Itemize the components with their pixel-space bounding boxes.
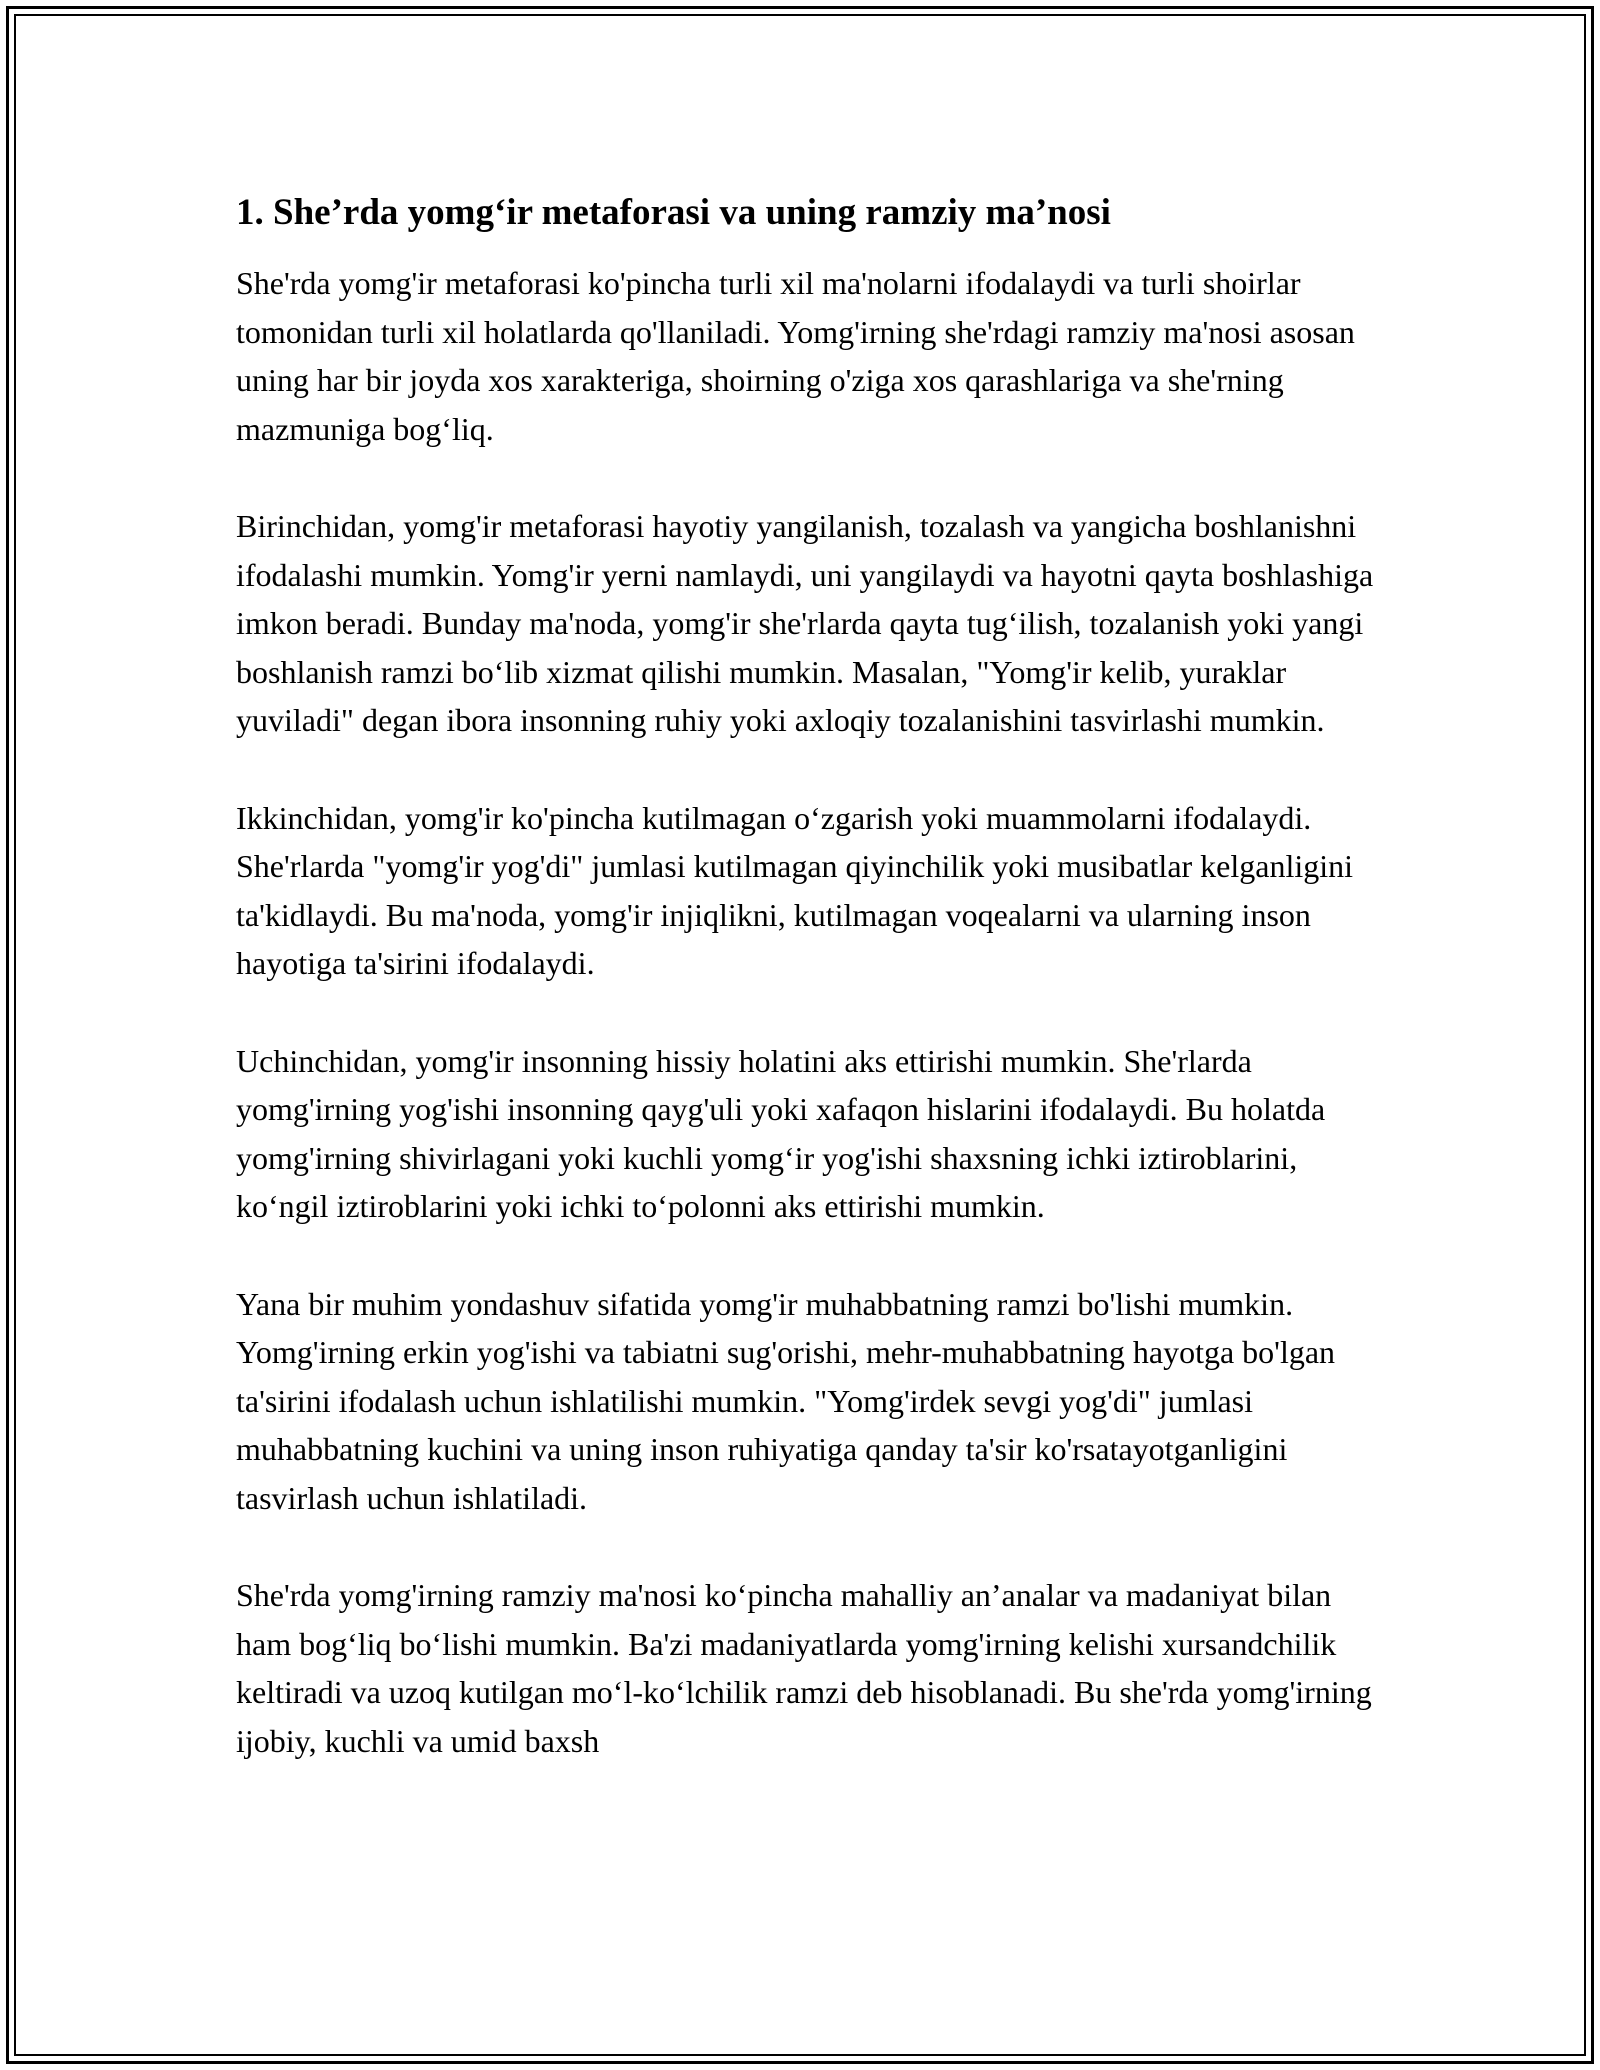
paragraph-second-point: Ikkinchidan, yomg'ir ko'pincha kutilmagan o‘zgarish yoki muammolarni ifodalaydi. She'rlarda "yomg'ir yog'di" jumlasi kutilmagan qiyinchilik yoki musibatlar kelganligini ta'kidlaydi. Bu ma'noda, yomg'ir injiqlikni, kutilmagan voqealarni va ularning inson hayotiga ta'sirini ifodalaydi. bbox=[236, 799, 1354, 981]
section-heading: 1. She’rda yomg‘ir metaforasi va uning ramziy ma’nosi bbox=[236, 192, 1111, 233]
paragraph-first-point: Birinchidan, yomg'ir metaforasi hayotiy yangilanish, tozalash va yangicha boshlanishni ifodalashi mumkin. Yomg'ir yerni namlaydi, uni yangilaydi va hayotni qayta boshlashiga imkon beradi. Bunday ma'noda, yomg'ir she'rlarda qayta tug‘ilish, tozalanish yoki yangi boshlanish ramzi bo‘lib xizmat qilishi mumkin. Masalan, "Yomg'ir kelib, yuraklar yuviladi" degan ibora insonning ruhiy yoki axloqiy tozalanishini tasvirlashi mumkin. bbox=[236, 508, 1374, 738]
document-page bbox=[236, 185, 1376, 1765]
paragraph-intro: She'rda yomg'ir metaforasi ko'pincha turli xil ma'nolarni ifodalaydi va turli shoirlar tomonidan turli xil holatlarda qo'llaniladi. Yomg'irning she'rdagi ramziy ma'nosi asosan uning har bir joyda xos xarakteriga, shoirning o'ziga xos qarashlariga va she'rning mazmuniga bog‘liq. bbox=[236, 265, 1355, 447]
paragraph-third-point: Uchinchidan, yomg'ir insonning hissiy holatini aks ettirishi mumkin. She'rlarda yomg'irning yog'ishi insonning qayg'uli yoki xafaqon hislarini ifodalaydi. Bu holatda yomg'irning shivirlagani yoki kuchli yomg‘ir yog'ishi shaxsning ichki iztiroblarini, ko‘ngil iztiroblarini yoki ichki to‘polonni aks ettirishi mumkin. bbox=[236, 1042, 1326, 1224]
paragraph-love-symbol: Yana bir muhim yondashuv sifatida yomg'ir muhabbatning ramzi bo'lishi mumkin. Yomg'irning erkin yog'ishi va tabiatni sug'orishi, mehr-muhabbatning hayotga bo'lgan ta'sirini ifodalash uchun ishlatilishi mumkin. "Yomg'irdek sevgi yog'di" jumlasi muhabbatning kuchini va uning inson ruhiyatiga qanday ta'sir ko'rsatayotganligini tasvirlash uchun ishlatiladi. bbox=[236, 1285, 1336, 1516]
paragraph-cultural-meaning: She'rda yomg'irning ramziy ma'nosi ko‘pincha mahalliy an’analar va madaniyat bilan ham bog‘liq bo‘lishi mumkin. Ba'zi madaniyatlarda yomg'irning kelishi xursandchilik keltiradi va uzoq kutilgan mo‘l-ko‘lchilik ramzi deb hisoblanadi. Bu she'rda yomg'irning ijobiy, kuchli va umid baxsh bbox=[236, 1577, 1372, 1759]
